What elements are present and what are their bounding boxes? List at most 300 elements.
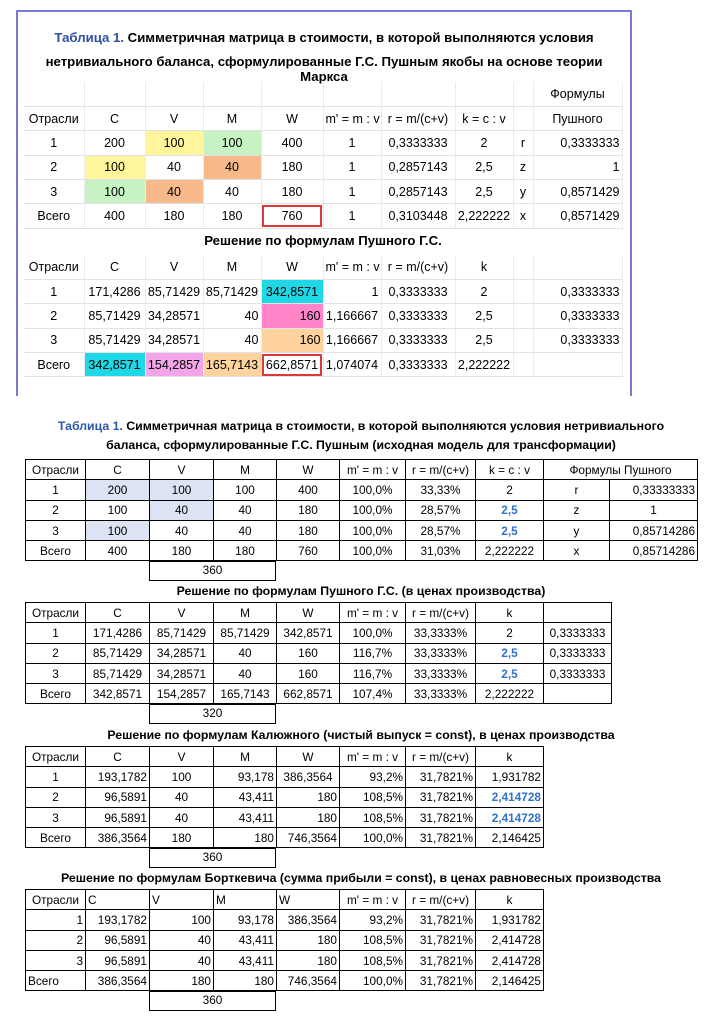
cell: 3 bbox=[26, 950, 86, 970]
cell: 40 bbox=[203, 304, 261, 328]
header-cell: M bbox=[214, 460, 277, 480]
cell: 386,3564 bbox=[277, 767, 340, 787]
table-row bbox=[24, 155, 622, 179]
cell: 746,3564 bbox=[277, 971, 340, 991]
table-3-title: Решение по формулам Калюжного (чистый выпуск = const), в ценах производства bbox=[107, 728, 615, 742]
cell: 96,5891 bbox=[86, 950, 150, 970]
cell: r bbox=[544, 480, 610, 500]
cell: z bbox=[544, 500, 610, 520]
cell: 180 bbox=[261, 180, 323, 204]
cell: 2,5 bbox=[476, 643, 544, 663]
header-cell: r = m/(c+v) bbox=[381, 106, 455, 130]
header-cell: C bbox=[86, 890, 150, 910]
cell: Всего bbox=[26, 541, 86, 561]
cell: 2,414728 bbox=[476, 787, 544, 807]
cell: 0,2857143 bbox=[381, 180, 455, 204]
top-caption-line2: нетривиального баланса, сформулированные Г.С. Пушным якобы на основе теории Маркса bbox=[45, 54, 603, 84]
cell: 0,8571429 bbox=[533, 180, 622, 204]
cell: 0,3103448 bbox=[381, 204, 455, 228]
header-cell: Отрасли bbox=[26, 460, 86, 480]
header-cell: Формулы Пушного bbox=[544, 460, 698, 480]
cell: 33,3333% bbox=[406, 663, 476, 683]
cell: 3 bbox=[26, 663, 86, 683]
cell bbox=[513, 279, 533, 303]
table-row bbox=[26, 541, 698, 561]
cell: 165,7143 bbox=[203, 353, 261, 377]
cell: 33,3333% bbox=[406, 623, 476, 643]
header-cell: r = m/(c+v) bbox=[406, 460, 476, 480]
cell: 85,71429 bbox=[214, 623, 277, 643]
top-caption-strong: Таблица 1. bbox=[54, 30, 125, 45]
cell: 0,8571429 bbox=[533, 204, 622, 228]
cell bbox=[544, 684, 612, 704]
cell: 0,33333333 bbox=[610, 480, 698, 500]
cell: 85,71429 bbox=[86, 643, 150, 663]
cell: Всего bbox=[24, 204, 84, 228]
table-row bbox=[26, 971, 544, 991]
cell: 40 bbox=[145, 180, 203, 204]
header-cell: r = m/(c+v) bbox=[406, 603, 476, 623]
cell: 100,0% bbox=[340, 480, 406, 500]
cell: 85,71429 bbox=[145, 279, 203, 303]
cell: 40 bbox=[150, 930, 214, 950]
header-cell: Отрасли bbox=[26, 747, 86, 767]
cell: 2,146425 bbox=[476, 828, 544, 848]
cell: 386,3564 bbox=[86, 971, 150, 991]
table-row bbox=[24, 353, 622, 377]
cell: 180 bbox=[277, 950, 340, 970]
cell: Всего bbox=[26, 971, 86, 991]
cell: 31,7821% bbox=[406, 767, 476, 787]
cell: 2,414728 bbox=[476, 807, 544, 827]
header-cell bbox=[533, 255, 622, 279]
header-cell: k bbox=[455, 255, 513, 279]
table-4-title: Решение по формулам Борткевича (сумма прибыли = const), в ценах равновесных производства bbox=[61, 871, 661, 885]
cell: 2 bbox=[455, 279, 513, 303]
header-cell: Отрасли bbox=[26, 890, 86, 910]
cell: 386,3564 bbox=[277, 910, 340, 930]
cell: 180 bbox=[214, 541, 277, 561]
header-cell: W bbox=[277, 603, 340, 623]
cell: 31,7821% bbox=[406, 828, 476, 848]
cell: 2,414728 bbox=[476, 950, 544, 970]
table-row bbox=[24, 304, 622, 328]
cell: 400 bbox=[277, 480, 340, 500]
cell: 43,411 bbox=[214, 807, 277, 827]
cell: 193,1782 bbox=[86, 910, 150, 930]
header-cell: r = m/(c+v) bbox=[381, 255, 455, 279]
cell: 100 bbox=[84, 180, 145, 204]
cell: 107,4% bbox=[340, 684, 406, 704]
cell: 180 bbox=[277, 500, 340, 520]
cell: 400 bbox=[84, 204, 145, 228]
cell bbox=[513, 304, 533, 328]
cell: x bbox=[513, 204, 533, 228]
cell: 28,57% bbox=[406, 500, 476, 520]
cell: 2,222222 bbox=[476, 684, 544, 704]
cell: 3 bbox=[24, 180, 84, 204]
cell: 100 bbox=[203, 131, 261, 155]
cell: 0,3333333 bbox=[544, 663, 612, 683]
top-caption-line1 bbox=[24, 30, 624, 45]
cell: 2,146425 bbox=[476, 971, 544, 991]
header-row bbox=[26, 603, 612, 623]
cell: 85,71429 bbox=[84, 328, 145, 352]
cell: 1 bbox=[24, 131, 84, 155]
cell: 2 bbox=[476, 480, 544, 500]
bottom-title-rest: Симметричная матрица в стоимости, в которой выполняются условия нетривиального bbox=[122, 419, 665, 433]
header-cell: V bbox=[150, 460, 214, 480]
cell: 1 bbox=[26, 910, 86, 930]
header-cell: m' = m : v bbox=[340, 603, 406, 623]
cell: 33,3333% bbox=[406, 643, 476, 663]
cell: 0,3333333 bbox=[533, 328, 622, 352]
top-formulas-label: Формулы bbox=[533, 82, 622, 106]
header-row bbox=[26, 890, 544, 910]
cell: 93,178 bbox=[214, 910, 277, 930]
header-cell: m' = m : v bbox=[340, 890, 406, 910]
header-cell: C bbox=[84, 106, 145, 130]
cell: 662,8571 bbox=[261, 353, 323, 377]
cell: 2,414728 bbox=[476, 930, 544, 950]
table-row bbox=[24, 204, 622, 228]
cell: 160 bbox=[261, 328, 323, 352]
table-row bbox=[26, 684, 612, 704]
cell: 760 bbox=[277, 541, 340, 561]
cell: 1 bbox=[26, 767, 86, 787]
cell: 2 bbox=[26, 930, 86, 950]
cell: 180 bbox=[145, 204, 203, 228]
table-row bbox=[26, 910, 544, 930]
cell: x bbox=[544, 541, 610, 561]
header-cell: k bbox=[476, 747, 544, 767]
header-cell: V bbox=[150, 890, 214, 910]
cell: 171,4286 bbox=[84, 279, 145, 303]
cell: 31,7821% bbox=[406, 950, 476, 970]
cell: 2 bbox=[26, 643, 86, 663]
header-cell: m' = m : v bbox=[323, 106, 381, 130]
header-cell: V bbox=[145, 106, 203, 130]
cell: 0,3333333 bbox=[381, 328, 455, 352]
cell: 100,0% bbox=[340, 500, 406, 520]
cell: 2,5 bbox=[476, 520, 544, 540]
cell: y bbox=[544, 520, 610, 540]
header-row bbox=[26, 460, 698, 480]
cell: 160 bbox=[277, 663, 340, 683]
cell: 40 bbox=[214, 500, 277, 520]
cell: 100,0% bbox=[340, 828, 406, 848]
cell: 31,03% bbox=[406, 541, 476, 561]
header-cell: r = m/(c+v) bbox=[406, 747, 476, 767]
cell: 96,5891 bbox=[86, 787, 150, 807]
cell: 116,7% bbox=[340, 643, 406, 663]
table-row bbox=[24, 279, 622, 303]
cell: 1,931782 bbox=[476, 767, 544, 787]
cell: 31,7821% bbox=[406, 787, 476, 807]
cell: 100,0% bbox=[340, 541, 406, 561]
cell: 0,85714286 bbox=[610, 541, 698, 561]
cell: 180 bbox=[261, 155, 323, 179]
top-table-1 bbox=[24, 82, 623, 229]
cell: 31,7821% bbox=[406, 930, 476, 950]
cell: 154,2857 bbox=[145, 353, 203, 377]
header-cell bbox=[513, 106, 533, 130]
cell: 3 bbox=[24, 328, 84, 352]
cell bbox=[513, 328, 533, 352]
cell: 31,7821% bbox=[406, 807, 476, 827]
table-row bbox=[26, 828, 544, 848]
cell: 33,3333% bbox=[406, 684, 476, 704]
cell: 160 bbox=[277, 643, 340, 663]
cell: 760 bbox=[261, 204, 323, 228]
cell: 0,85714286 bbox=[610, 520, 698, 540]
cell: 40 bbox=[150, 807, 214, 827]
cell: 100 bbox=[150, 910, 214, 930]
header-cell: M bbox=[203, 255, 261, 279]
cell: y bbox=[513, 180, 533, 204]
cell: 2,222222 bbox=[455, 204, 513, 228]
table-row bbox=[26, 520, 698, 540]
cell: 40 bbox=[145, 155, 203, 179]
cell: 40 bbox=[150, 787, 214, 807]
cell: 0,3333333 bbox=[533, 279, 622, 303]
cell: 2 bbox=[26, 787, 86, 807]
cell: 100 bbox=[84, 155, 145, 179]
header-cell: k = c : v bbox=[476, 460, 544, 480]
cell: 40 bbox=[214, 643, 277, 663]
cell: 40 bbox=[214, 520, 277, 540]
cell: 180 bbox=[203, 204, 261, 228]
cell: z bbox=[513, 155, 533, 179]
cell: 100 bbox=[150, 767, 214, 787]
cell: 180 bbox=[150, 971, 214, 991]
cell: 200 bbox=[86, 480, 150, 500]
cell: 154,2857 bbox=[150, 684, 214, 704]
cell: 2 bbox=[476, 623, 544, 643]
cell: 193,1782 bbox=[86, 767, 150, 787]
cell: 2,5 bbox=[455, 328, 513, 352]
cell: 0,3333333 bbox=[533, 131, 622, 155]
header-cell: M bbox=[214, 603, 277, 623]
cell: r bbox=[513, 131, 533, 155]
cell: 400 bbox=[261, 131, 323, 155]
cell: 1 bbox=[323, 155, 381, 179]
cell: 1 bbox=[26, 480, 86, 500]
bottom-title-line1 bbox=[25, 417, 697, 436]
header-cell: M bbox=[214, 890, 277, 910]
cell: 0,3333333 bbox=[544, 623, 612, 643]
top-caption-rest: Симметричная матрица в стоимости, в которой выполняются условия bbox=[124, 30, 594, 45]
table-row bbox=[26, 787, 544, 807]
cell: 0,3333333 bbox=[544, 643, 612, 663]
cell: 100,0% bbox=[340, 623, 406, 643]
cell: 1,166667 bbox=[323, 328, 381, 352]
cell: 100 bbox=[150, 480, 214, 500]
cell: 662,8571 bbox=[277, 684, 340, 704]
cell: 100,0% bbox=[340, 520, 406, 540]
cell: 2,222222 bbox=[476, 541, 544, 561]
cell: 108,5% bbox=[340, 950, 406, 970]
cell: 2,5 bbox=[455, 155, 513, 179]
cell: 40 bbox=[203, 155, 261, 179]
cell: Всего bbox=[26, 684, 86, 704]
sum-box: 360 bbox=[149, 561, 276, 581]
header-cell: W bbox=[277, 747, 340, 767]
cell: 342,8571 bbox=[277, 623, 340, 643]
table-row bbox=[24, 180, 622, 204]
cell: 1 bbox=[323, 180, 381, 204]
cell: 0,3333333 bbox=[381, 279, 455, 303]
cell: 100 bbox=[86, 500, 150, 520]
cell: 96,5891 bbox=[86, 807, 150, 827]
top-solution-title: Решение по формулам Пушного Г.С. bbox=[204, 233, 442, 248]
cell: 40 bbox=[150, 500, 214, 520]
bottom-title-strong: Таблица 1. bbox=[57, 419, 123, 433]
cell: 180 bbox=[277, 787, 340, 807]
table-row bbox=[26, 663, 612, 683]
sum-box: 360 bbox=[149, 848, 276, 868]
header-cell: r = m/(c+v) bbox=[406, 890, 476, 910]
cell: 100 bbox=[214, 480, 277, 500]
header-cell: V bbox=[145, 255, 203, 279]
cell: 200 bbox=[84, 131, 145, 155]
header-cell: Пушного bbox=[533, 106, 622, 130]
cell bbox=[533, 353, 622, 377]
cell: 1 bbox=[323, 279, 381, 303]
cell: 180 bbox=[214, 828, 277, 848]
header-cell: Отрасли bbox=[24, 255, 84, 279]
cell: 40 bbox=[203, 328, 261, 352]
cell: 342,8571 bbox=[84, 353, 145, 377]
cell: 171,4286 bbox=[86, 623, 150, 643]
bottom-table-2 bbox=[25, 602, 612, 704]
cell: 85,71429 bbox=[84, 304, 145, 328]
table-row bbox=[26, 950, 544, 970]
cell: Всего bbox=[24, 353, 84, 377]
cell: 34,28571 bbox=[150, 643, 214, 663]
table-row bbox=[26, 807, 544, 827]
header-cell: Отрасли bbox=[26, 603, 86, 623]
cell: 180 bbox=[150, 541, 214, 561]
cell: 108,5% bbox=[340, 787, 406, 807]
cell: 2,5 bbox=[455, 180, 513, 204]
cell: 386,3564 bbox=[86, 828, 150, 848]
header-cell: k bbox=[476, 890, 544, 910]
top-spreadsheet-image bbox=[16, 10, 632, 396]
header-cell: W bbox=[277, 460, 340, 480]
cell: 2,5 bbox=[476, 663, 544, 683]
cell: Всего bbox=[26, 828, 86, 848]
cell: 31,7821% bbox=[406, 971, 476, 991]
table-row bbox=[26, 767, 544, 787]
bottom-title-line2: баланса, сформулированные Г.С. Пушным (исходная модель для трансформации) bbox=[106, 438, 616, 452]
top-table-2 bbox=[24, 255, 623, 377]
cell: 1 bbox=[26, 623, 86, 643]
cell: 93,2% bbox=[340, 910, 406, 930]
top-header-row bbox=[24, 106, 622, 130]
header-cell: m' = m : v bbox=[340, 747, 406, 767]
cell: 43,411 bbox=[214, 787, 277, 807]
cell: 180 bbox=[214, 971, 277, 991]
cell: 43,411 bbox=[214, 930, 277, 950]
header-cell: W bbox=[261, 106, 323, 130]
cell: 0,2857143 bbox=[381, 155, 455, 179]
table-row bbox=[26, 930, 544, 950]
header-cell: k = c : v bbox=[455, 106, 513, 130]
cell: 342,8571 bbox=[86, 684, 150, 704]
bottom-table-4 bbox=[25, 889, 544, 991]
cell: 34,28571 bbox=[145, 304, 203, 328]
cell: 2,222222 bbox=[455, 353, 513, 377]
header-cell bbox=[544, 603, 612, 623]
header-cell: C bbox=[84, 255, 145, 279]
cell: 1,931782 bbox=[476, 910, 544, 930]
cell: 2 bbox=[26, 500, 86, 520]
header-cell: Отрасли bbox=[24, 106, 84, 130]
table-2-title: Решение по формулам Пушного Г.С. (в ценах производства) bbox=[176, 584, 546, 598]
cell: 2 bbox=[455, 131, 513, 155]
header-cell: C bbox=[86, 603, 150, 623]
cell bbox=[513, 353, 533, 377]
cell: 342,8571 bbox=[261, 279, 323, 303]
table-row bbox=[26, 643, 612, 663]
cell: 93,2% bbox=[340, 767, 406, 787]
cell: 180 bbox=[150, 828, 214, 848]
cell: 108,5% bbox=[340, 807, 406, 827]
cell: 0,3333333 bbox=[533, 304, 622, 328]
header-cell: V bbox=[150, 747, 214, 767]
cell: 160 bbox=[261, 304, 323, 328]
header-cell: M bbox=[203, 106, 261, 130]
cell: 85,71429 bbox=[86, 663, 150, 683]
cell: 28,57% bbox=[406, 520, 476, 540]
top-sol-header-row bbox=[24, 255, 622, 279]
cell: 165,7143 bbox=[214, 684, 277, 704]
cell: 85,71429 bbox=[150, 623, 214, 643]
cell: 0,3333333 bbox=[381, 304, 455, 328]
cell: 180 bbox=[277, 930, 340, 950]
cell: 180 bbox=[277, 807, 340, 827]
header-cell: W bbox=[261, 255, 323, 279]
cell: 85,71429 bbox=[203, 279, 261, 303]
cell: 1 bbox=[610, 500, 698, 520]
cell: 33,33% bbox=[406, 480, 476, 500]
cell: 1,074074 bbox=[323, 353, 381, 377]
cell: 40 bbox=[214, 663, 277, 683]
cell: 31,7821% bbox=[406, 910, 476, 930]
cell: 2,5 bbox=[455, 304, 513, 328]
cell: 1 bbox=[24, 279, 84, 303]
cell: 3 bbox=[26, 520, 86, 540]
header-cell: M bbox=[214, 747, 277, 767]
cell: 0,3333333 bbox=[381, 353, 455, 377]
cell: 1 bbox=[323, 204, 381, 228]
header-cell: V bbox=[150, 603, 214, 623]
cell: 116,7% bbox=[340, 663, 406, 683]
cell: 40 bbox=[150, 520, 214, 540]
table-row bbox=[26, 480, 698, 500]
cell: 3 bbox=[26, 807, 86, 827]
cell: 40 bbox=[203, 180, 261, 204]
header-cell: C bbox=[86, 747, 150, 767]
cell: 100 bbox=[145, 131, 203, 155]
cell: 1 bbox=[323, 131, 381, 155]
table-row bbox=[26, 500, 698, 520]
bottom-table-3 bbox=[25, 746, 544, 848]
cell: 2 bbox=[24, 304, 84, 328]
cell: 96,5891 bbox=[86, 930, 150, 950]
header-cell: m' = m : v bbox=[340, 460, 406, 480]
